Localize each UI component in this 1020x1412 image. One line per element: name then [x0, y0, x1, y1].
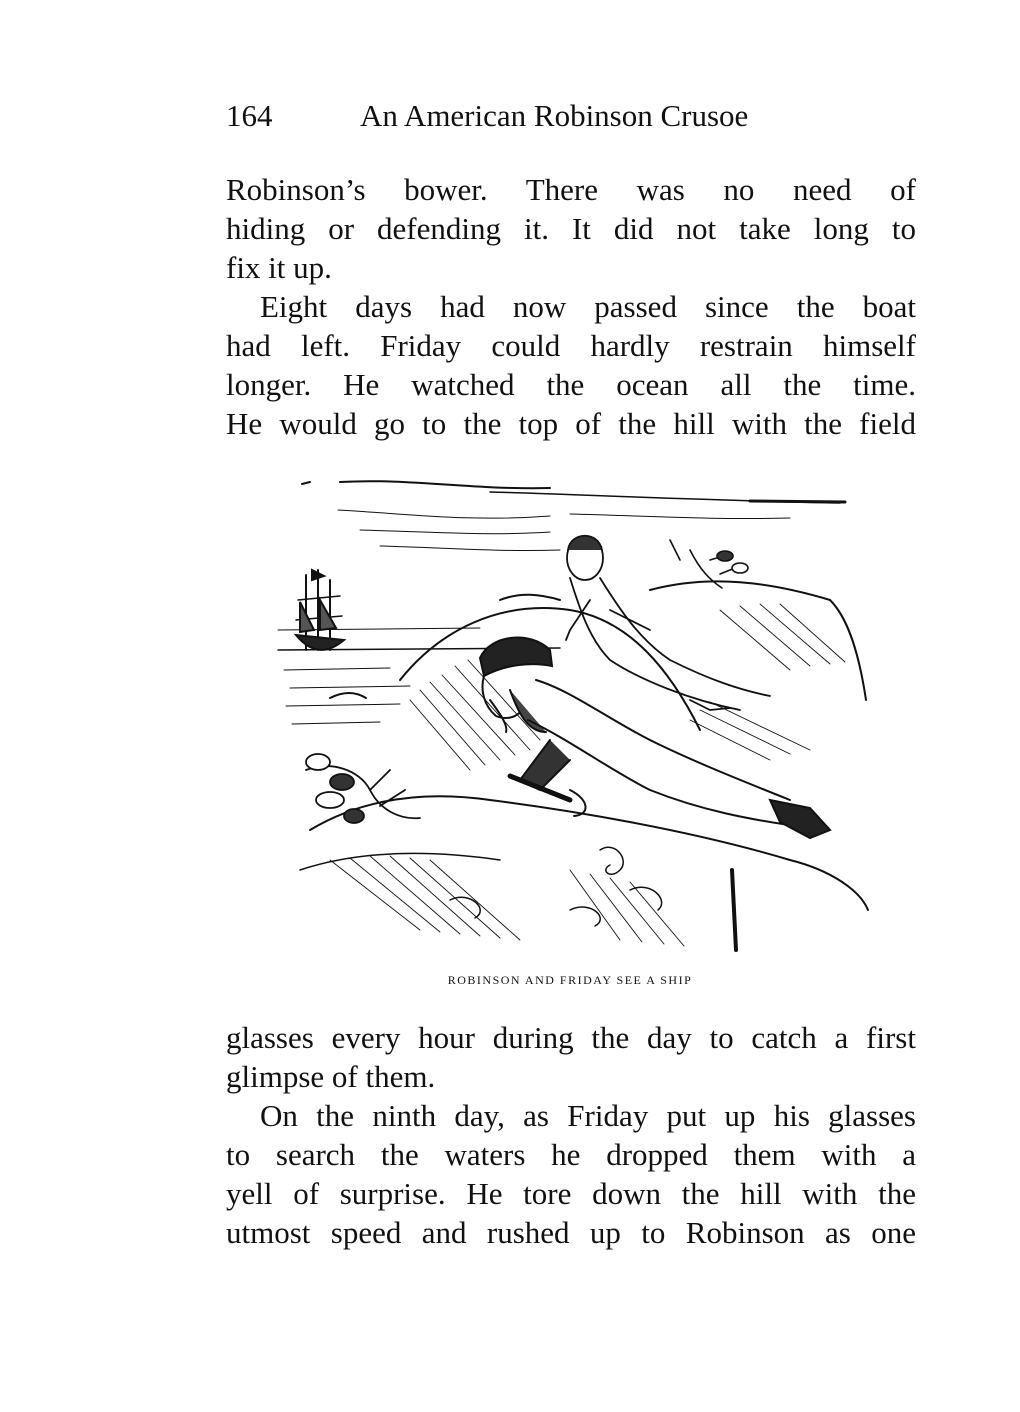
- plant: [306, 754, 420, 823]
- sea-line: [284, 668, 410, 724]
- sky-line: [570, 514, 790, 519]
- text-line: He would go to the top of the hill with the field: [226, 406, 916, 441]
- text-line: Eight days had now passed since the boat: [260, 289, 916, 324]
- text-line: fix it up.: [226, 250, 332, 285]
- ship: [296, 570, 344, 650]
- rock-outline: [650, 581, 866, 700]
- rock-outline: [400, 608, 700, 730]
- wave-swirl: [570, 907, 600, 926]
- text-line: glasses every hour during the day to catch a first: [226, 1020, 916, 1055]
- text-line: had left. Friday could hardly restrain himself: [226, 328, 916, 363]
- paragraph-block-top: [226, 170, 916, 443]
- sky-line: [380, 546, 560, 551]
- wave-swirl: [600, 847, 623, 874]
- text-line: yell of surprise. He tore down the hill with the: [226, 1176, 916, 1211]
- sky-line: [302, 481, 550, 488]
- robinson-figure: [480, 638, 830, 838]
- hill-hatching: [330, 604, 845, 946]
- wave-swirl: [630, 887, 662, 910]
- rock-outline: [500, 595, 560, 600]
- sky-line: [360, 530, 550, 534]
- rock-outline: [300, 853, 500, 870]
- text-line: longer. He watched the ocean all the time.: [226, 367, 916, 402]
- text-line: utmost speed and rushed up to Robinson as one: [226, 1215, 916, 1250]
- pole: [732, 870, 736, 950]
- text-line: On the ninth day, as Friday put up his glasses: [260, 1098, 916, 1133]
- page-number: 164: [226, 98, 273, 133]
- friday-figure: [566, 536, 770, 710]
- text-line: to search the waters he dropped them with a: [226, 1137, 916, 1172]
- text-line: Robinson’s bower. There was no need of: [226, 172, 916, 207]
- engraving-svg: [270, 470, 870, 965]
- figure-caption: ROBINSON AND FRIDAY SEE A SHIP: [447, 973, 693, 987]
- text-line: glimpse of them.: [226, 1059, 436, 1094]
- sky-line: [750, 501, 845, 502]
- sea-line: [330, 693, 366, 698]
- running-title: An American Robinson Crusoe: [360, 98, 749, 133]
- engraving-illustration: [270, 470, 870, 965]
- page-header: [226, 98, 916, 138]
- paragraph-block-bottom: [226, 1018, 916, 1252]
- text-line: hiding or defending it. It did not take long to: [226, 211, 916, 246]
- sky-line: [338, 510, 550, 518]
